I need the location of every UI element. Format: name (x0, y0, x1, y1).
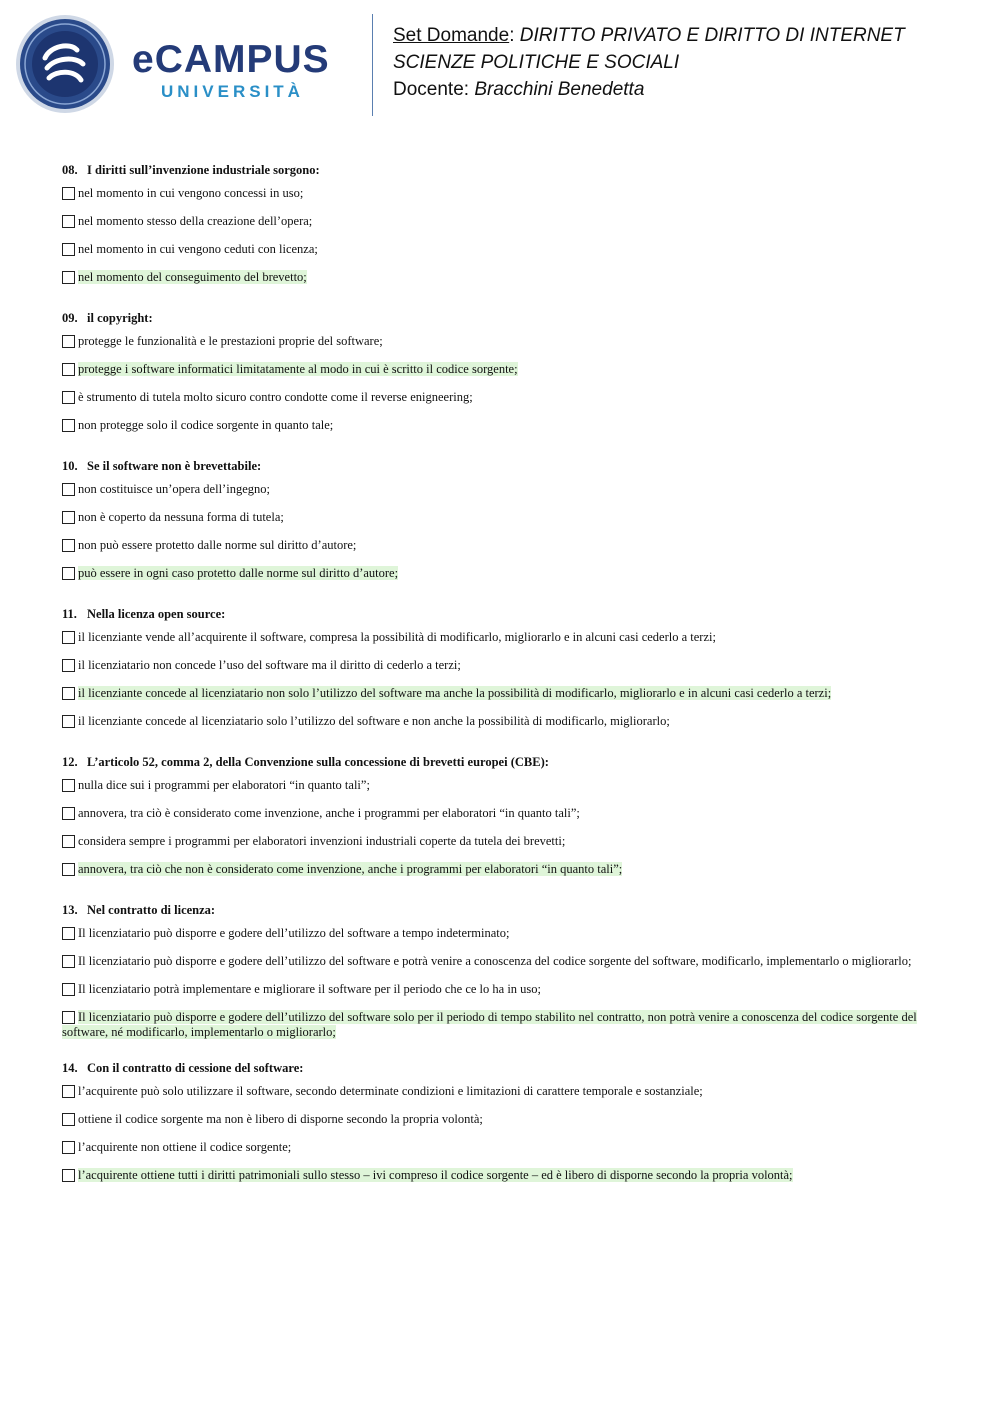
checkbox-icon[interactable] (62, 983, 75, 996)
checkbox-icon[interactable] (62, 567, 75, 580)
question-block (62, 898, 942, 1044)
header-info (393, 22, 905, 103)
checkbox-icon[interactable] (62, 419, 75, 432)
logo-brand: eCAMPUS (132, 38, 330, 81)
question-text: L’articolo 52, comma 2, della Convenzione sulla concessione di brevetti europei (CBE): (87, 755, 549, 769)
answer-option-correct (62, 358, 942, 386)
answer-text: protegge le funzionalità e le prestazioni proprie del software; (78, 334, 383, 348)
question-title (62, 1056, 942, 1080)
checkbox-icon[interactable] (62, 687, 75, 700)
answer-option (62, 534, 942, 562)
answer-option (62, 386, 942, 414)
question-title (62, 898, 942, 922)
answer-text: il licenziatario non concede l’uso del software ma il diritto di cederlo a terzi; (78, 658, 461, 672)
checkbox-icon[interactable] (62, 271, 75, 284)
answer-option (62, 238, 942, 266)
answer-text: Il licenziatario può disporre e godere dell’utilizzo del software solo per il periodo di tempo stabilito nel contratto, non potrà venire a conoscenza del codice sorgente del software, né modificarlo, implementarlo o migliorarlo; (62, 1010, 917, 1039)
university-wordmark (132, 40, 330, 102)
teacher-name: Bracchini Benedetta (474, 79, 645, 100)
question-number: 08. (62, 163, 78, 177)
checkbox-icon[interactable] (62, 1085, 75, 1098)
question-text: Nella licenza open source: (87, 607, 226, 621)
checkbox-icon[interactable] (62, 215, 75, 228)
answer-text: l’acquirente ottiene tutti i diritti patrimoniali sullo stesso – ivi compreso il codice sorgente – ed è libero di disporne secondo la propria volontà; (78, 1168, 793, 1182)
faculty-name: SCIENZE POLITICHE E SOCIALI (393, 52, 680, 73)
question-title (62, 306, 942, 330)
checkbox-icon[interactable] (62, 715, 75, 728)
answer-option (62, 830, 942, 858)
question-block (62, 602, 942, 738)
answer-option (62, 922, 942, 950)
checkbox-icon[interactable] (62, 335, 75, 348)
answer-option-correct (62, 682, 942, 710)
answer-option-correct (62, 266, 942, 294)
checkbox-icon[interactable] (62, 243, 75, 256)
answer-option (62, 802, 942, 830)
answer-text: il licenziante vende all’acquirente il software, compresa la possibilità di modificarlo, migliorarlo e in alcuni casi cederlo a terzi; (78, 630, 716, 644)
answer-text: può essere in ogni caso protetto dalle norme sul diritto d’autore; (78, 566, 399, 580)
answer-option (62, 330, 942, 358)
answer-option (62, 414, 942, 442)
teacher-line (393, 76, 905, 103)
question-title (62, 750, 942, 774)
answer-option (62, 1080, 942, 1108)
question-block (62, 1056, 942, 1192)
answer-option (62, 210, 942, 238)
checkbox-icon[interactable] (62, 363, 75, 376)
checkbox-icon[interactable] (62, 539, 75, 552)
answer-text: nel momento stesso della creazione dell’opera; (78, 214, 313, 228)
answer-option (62, 506, 942, 534)
answer-option (62, 478, 942, 506)
question-block (62, 750, 942, 886)
question-text: Nel contratto di licenza: (87, 903, 216, 917)
question-text: I diritti sull’invenzione industriale sorgono: (87, 163, 320, 177)
answer-text: annovera, tra ciò è considerato come invenzione, anche i programmi per elaboratori “in quanto tali”; (78, 806, 580, 820)
checkbox-icon[interactable] (62, 955, 75, 968)
question-block (62, 158, 942, 294)
answer-text: nel momento del conseguimento del brevetto; (78, 270, 307, 284)
answer-text: annovera, tra ciò che non è considerato come invenzione, anche i programmi per elaboratori “in quanto tali”; (78, 862, 623, 876)
question-list (62, 158, 942, 1204)
question-number: 11. (62, 607, 77, 621)
university-seal-logo (15, 14, 115, 114)
answer-text: non costituisce un’opera dell’ingegno; (78, 482, 270, 496)
checkbox-icon[interactable] (62, 1141, 75, 1154)
answer-option (62, 626, 942, 654)
answer-text: Il licenziatario potrà implementare e migliorare il software per il periodo che ce lo ha in uso; (78, 982, 542, 996)
checkbox-icon[interactable] (62, 927, 75, 940)
checkbox-icon[interactable] (62, 511, 75, 524)
answer-option-correct (62, 1006, 942, 1044)
checkbox-icon[interactable] (62, 391, 75, 404)
question-title (62, 602, 942, 626)
checkbox-icon[interactable] (62, 631, 75, 644)
header-divider (372, 14, 373, 116)
question-text: Se il software non è brevettabile: (87, 459, 262, 473)
checkbox-icon[interactable] (62, 863, 75, 876)
question-text: il copyright: (87, 311, 153, 325)
checkbox-icon[interactable] (62, 807, 75, 820)
answer-option (62, 950, 942, 978)
checkbox-icon[interactable] (62, 1169, 75, 1182)
course-name: DIRITTO PRIVATO E DIRITTO DI INTERNET (519, 25, 905, 46)
answer-option-correct (62, 562, 942, 590)
question-block (62, 306, 942, 442)
answer-option (62, 774, 942, 802)
answer-text: il licenziante concede al licenziatario solo l’utilizzo del software e non anche la possibilità di modificarlo, migliorarlo; (78, 714, 670, 728)
checkbox-icon[interactable] (62, 187, 75, 200)
answer-text: l’acquirente non ottiene il codice sorgente; (78, 1140, 292, 1154)
answer-option (62, 654, 942, 682)
question-text: Con il contratto di cessione del software: (87, 1061, 304, 1075)
checkbox-icon[interactable] (62, 779, 75, 792)
answer-option (62, 1108, 942, 1136)
answer-text: nel momento in cui vengono concessi in uso; (78, 186, 304, 200)
question-number: 13. (62, 903, 78, 917)
page-header (0, 0, 1000, 130)
answer-option (62, 182, 942, 210)
checkbox-icon[interactable] (62, 659, 75, 672)
answer-text: Il licenziatario può disporre e godere dell’utilizzo del software a tempo indeterminato; (78, 926, 510, 940)
answer-text: ottiene il codice sorgente ma non è libero di disporne secondo la propria volontà; (78, 1112, 483, 1126)
question-number: 12. (62, 755, 78, 769)
checkbox-icon[interactable] (62, 835, 75, 848)
answer-text: non può essere protetto dalle norme sul diritto d’autore; (78, 538, 357, 552)
set-label: Set Domande (393, 25, 510, 46)
answer-text: l’acquirente può solo utilizzare il software, secondo determinate condizioni e limitazioni di carattere temporale e sostanziale; (78, 1084, 703, 1098)
logo-sub: UNIVERSITÀ (161, 82, 304, 101)
answer-text: è strumento di tutela molto sicuro contro condotte come il reverse enigneering; (78, 390, 473, 404)
answer-text: nel momento in cui vengono ceduti con licenza; (78, 242, 318, 256)
checkbox-icon[interactable] (62, 1011, 75, 1024)
answer-option-correct (62, 858, 942, 886)
answer-text: nulla dice sui i programmi per elaboratori “in quanto tali”; (78, 778, 370, 792)
question-title (62, 454, 942, 478)
answer-option (62, 1136, 942, 1164)
teacher-label: Docente: (393, 79, 475, 100)
course-line (393, 22, 905, 49)
question-block (62, 454, 942, 590)
question-title (62, 158, 942, 182)
question-number: 14. (62, 1061, 78, 1075)
answer-option-correct (62, 1164, 942, 1192)
checkbox-icon[interactable] (62, 483, 75, 496)
question-number: 09. (62, 311, 78, 325)
set-colon: : (509, 25, 520, 46)
answer-text: protegge i software informatici limitatamente al modo in cui è scritto il codice sorgente; (78, 362, 518, 376)
answer-text: considera sempre i programmi per elaboratori invenzioni industriali coperte da tutela dei brevetti; (78, 834, 566, 848)
question-number: 10. (62, 459, 78, 473)
checkbox-icon[interactable] (62, 1113, 75, 1126)
answer-option (62, 978, 942, 1006)
answer-option (62, 710, 942, 738)
answer-text: non è coperto da nessuna forma di tutela; (78, 510, 284, 524)
answer-text: il licenziante concede al licenziatario non solo l’utilizzo del software ma anche la possibilità di modificarlo, migliorarlo e in alcuni casi cederlo a terzi; (78, 686, 832, 700)
answer-text: non protegge solo il codice sorgente in quanto tale; (78, 418, 334, 432)
answer-text: Il licenziatario può disporre e godere dell’utilizzo del software e potrà venire a conoscenza del codice sorgente del software, modificarlo, implementarlo o migliorarlo; (78, 954, 912, 968)
